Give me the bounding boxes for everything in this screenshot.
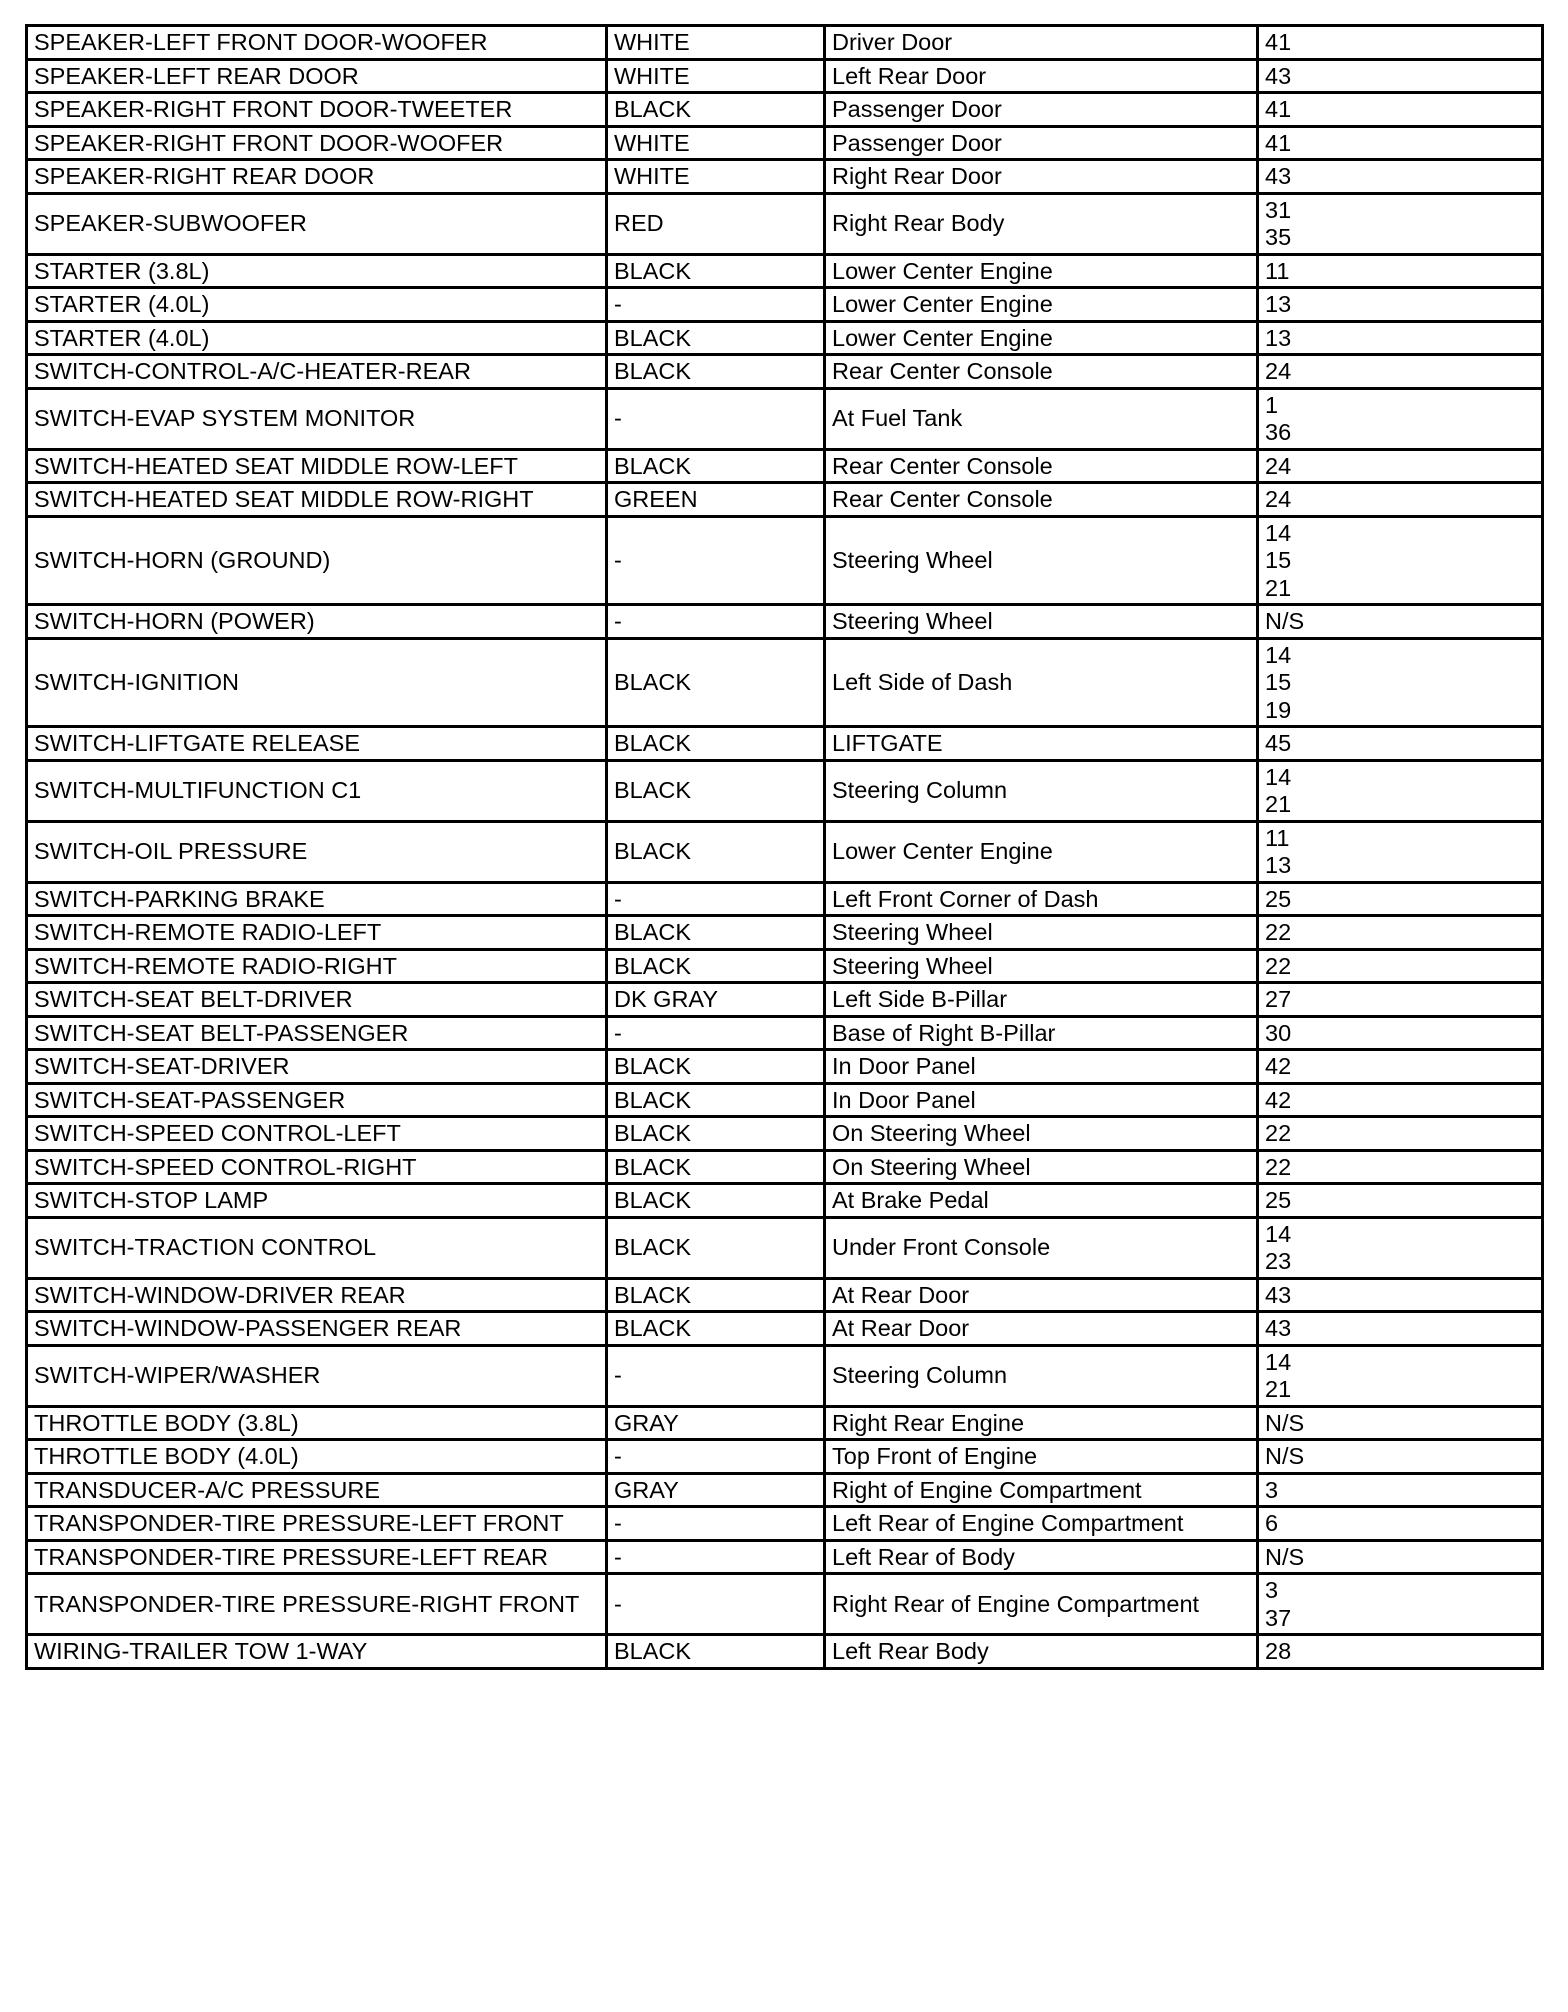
connector-location-cell: Left Side B-Pillar (825, 983, 1258, 1017)
connector-color-cell: BLACK (607, 1278, 825, 1312)
connector-location-cell: Steering Wheel (825, 516, 1258, 605)
connector-location-cell: Top Front of Engine (825, 1440, 1258, 1474)
figure-number-cell: 22 (1258, 949, 1543, 983)
connector-color-cell: BLACK (607, 760, 825, 821)
figure-number-cell: 24 (1258, 449, 1543, 483)
connector-name-cell: SWITCH-CONTROL-A/C-HEATER-REAR (27, 355, 607, 389)
connector-color-cell: - (607, 288, 825, 322)
connector-color-cell: - (607, 1540, 825, 1574)
figure-number-cell: 41 (1258, 26, 1543, 60)
connector-name-cell: TRANSDUCER-A/C PRESSURE (27, 1473, 607, 1507)
figure-number-cell: 13 (1258, 288, 1543, 322)
table-row (27, 1312, 1543, 1346)
figure-number-cell: 14 15 19 (1258, 638, 1543, 727)
figure-number-cell: 11 13 (1258, 821, 1543, 882)
figure-number-cell: 11 (1258, 254, 1543, 288)
connector-location-cell: Passenger Door (825, 126, 1258, 160)
connector-name-cell: SWITCH-SPEED CONTROL-LEFT (27, 1117, 607, 1151)
figure-number-cell: 45 (1258, 727, 1543, 761)
connector-color-cell: BLACK (607, 93, 825, 127)
connector-location-cell: Left Side of Dash (825, 638, 1258, 727)
connector-color-cell: - (607, 516, 825, 605)
figure-number-cell: 43 (1258, 160, 1543, 194)
connector-location-cell: At Rear Door (825, 1278, 1258, 1312)
connector-location-cell: Left Rear Door (825, 59, 1258, 93)
connector-name-cell: SWITCH-SEAT-DRIVER (27, 1050, 607, 1084)
connector-location-cell: On Steering Wheel (825, 1117, 1258, 1151)
table-row (27, 160, 1543, 194)
connector-name-cell: SPEAKER-RIGHT REAR DOOR (27, 160, 607, 194)
connector-name-cell: STARTER (4.0L) (27, 321, 607, 355)
connector-color-cell: - (607, 1574, 825, 1635)
connector-name-cell: SPEAKER-RIGHT FRONT DOOR-TWEETER (27, 93, 607, 127)
table-row (27, 983, 1543, 1017)
connector-location-cell: Lower Center Engine (825, 821, 1258, 882)
connector-location-cell: Left Rear Body (825, 1635, 1258, 1669)
figure-number-cell: 27 (1258, 983, 1543, 1017)
connector-name-cell: SPEAKER-LEFT FRONT DOOR-WOOFER (27, 26, 607, 60)
connector-color-cell: BLACK (607, 1150, 825, 1184)
table-row (27, 355, 1543, 389)
connector-name-cell: SWITCH-MULTIFUNCTION C1 (27, 760, 607, 821)
connector-location-cell: Steering Column (825, 760, 1258, 821)
table-row (27, 882, 1543, 916)
connector-location-cell: Steering Wheel (825, 949, 1258, 983)
table-row (27, 760, 1543, 821)
connector-color-cell: BLACK (607, 1217, 825, 1278)
connector-color-cell: - (607, 605, 825, 639)
figure-number-cell: 24 (1258, 355, 1543, 389)
connector-location-cell: Right Rear of Engine Compartment (825, 1574, 1258, 1635)
table-row (27, 1574, 1543, 1635)
connector-location-cell: Rear Center Console (825, 483, 1258, 517)
figure-number-cell: 43 (1258, 1278, 1543, 1312)
table-row (27, 93, 1543, 127)
connector-color-cell: BLACK (607, 821, 825, 882)
connector-color-cell: - (607, 1440, 825, 1474)
connector-color-cell: WHITE (607, 126, 825, 160)
connector-name-cell: THROTTLE BODY (3.8L) (27, 1406, 607, 1440)
table-row (27, 126, 1543, 160)
figure-number-cell: 31 35 (1258, 193, 1543, 254)
table-row (27, 1635, 1543, 1669)
figure-number-cell: 25 (1258, 882, 1543, 916)
connector-color-cell: BLACK (607, 1184, 825, 1218)
table-row (27, 1150, 1543, 1184)
connector-name-cell: SWITCH-TRACTION CONTROL (27, 1217, 607, 1278)
connector-location-cell: Lower Center Engine (825, 321, 1258, 355)
connector-name-cell: SWITCH-SEAT-PASSENGER (27, 1083, 607, 1117)
table-row (27, 1540, 1543, 1574)
connector-color-cell: BLACK (607, 321, 825, 355)
table-row (27, 949, 1543, 983)
figure-number-cell: 42 (1258, 1083, 1543, 1117)
figure-number-cell: N/S (1258, 1440, 1543, 1474)
connector-location-cell: In Door Panel (825, 1083, 1258, 1117)
table-row (27, 1083, 1543, 1117)
connector-color-cell: RED (607, 193, 825, 254)
connector-location-cell: Left Rear of Engine Compartment (825, 1507, 1258, 1541)
connector-name-cell: SWITCH-WINDOW-PASSENGER REAR (27, 1312, 607, 1346)
figure-number-cell: 41 (1258, 93, 1543, 127)
connector-name-cell: STARTER (3.8L) (27, 254, 607, 288)
table-row (27, 1217, 1543, 1278)
table-row (27, 1278, 1543, 1312)
figure-number-cell: 24 (1258, 483, 1543, 517)
table-row (27, 1473, 1543, 1507)
figure-number-cell: 3 37 (1258, 1574, 1543, 1635)
connector-color-cell: DK GRAY (607, 983, 825, 1017)
figure-number-cell: 30 (1258, 1016, 1543, 1050)
connector-color-cell: - (607, 1016, 825, 1050)
connector-location-cell: Steering Column (825, 1345, 1258, 1406)
table-row (27, 1016, 1543, 1050)
connector-location-cell: Right Rear Engine (825, 1406, 1258, 1440)
connector-color-cell: - (607, 1345, 825, 1406)
connector-location-cell: At Fuel Tank (825, 388, 1258, 449)
connector-name-cell: SWITCH-LIFTGATE RELEASE (27, 727, 607, 761)
figure-number-cell: 14 21 (1258, 1345, 1543, 1406)
connector-location-cell: Driver Door (825, 26, 1258, 60)
figure-number-cell: 43 (1258, 1312, 1543, 1346)
table-row (27, 1117, 1543, 1151)
connector-location-cell: Steering Wheel (825, 605, 1258, 639)
figure-number-cell: 3 (1258, 1473, 1543, 1507)
table-row (27, 1345, 1543, 1406)
connector-name-cell: SPEAKER-SUBWOOFER (27, 193, 607, 254)
connector-location-cell: Base of Right B-Pillar (825, 1016, 1258, 1050)
figure-number-cell: 28 (1258, 1635, 1543, 1669)
connector-location-cell: Right Rear Body (825, 193, 1258, 254)
connector-color-cell: - (607, 882, 825, 916)
table-row (27, 516, 1543, 605)
connector-location-cell: On Steering Wheel (825, 1150, 1258, 1184)
table-row (27, 1050, 1543, 1084)
figure-number-cell: 41 (1258, 126, 1543, 160)
figure-number-cell: 42 (1258, 1050, 1543, 1084)
connector-name-cell: SWITCH-PARKING BRAKE (27, 882, 607, 916)
connector-color-cell: BLACK (607, 1312, 825, 1346)
connector-color-cell: - (607, 388, 825, 449)
connector-color-cell: WHITE (607, 160, 825, 194)
connector-color-cell: WHITE (607, 59, 825, 93)
connector-color-cell: BLACK (607, 449, 825, 483)
connector-name-cell: SWITCH-SPEED CONTROL-RIGHT (27, 1150, 607, 1184)
connector-location-cell: Lower Center Engine (825, 254, 1258, 288)
figure-number-cell: 1 36 (1258, 388, 1543, 449)
connector-location-cell: Under Front Console (825, 1217, 1258, 1278)
connector-location-cell: Left Front Corner of Dash (825, 882, 1258, 916)
figure-number-cell: 25 (1258, 1184, 1543, 1218)
connector-name-cell: SWITCH-HORN (POWER) (27, 605, 607, 639)
connector-location-cell: Steering Wheel (825, 916, 1258, 950)
connector-color-cell: BLACK (607, 638, 825, 727)
connector-location-cell: Right Rear Door (825, 160, 1258, 194)
figure-number-cell: 6 (1258, 1507, 1543, 1541)
connector-color-cell: GRAY (607, 1473, 825, 1507)
connector-name-cell: SWITCH-OIL PRESSURE (27, 821, 607, 882)
connector-location-cell: Right of Engine Compartment (825, 1473, 1258, 1507)
connector-name-cell: SWITCH-REMOTE RADIO-RIGHT (27, 949, 607, 983)
connector-name-cell: SWITCH-HORN (GROUND) (27, 516, 607, 605)
connector-location-cell: In Door Panel (825, 1050, 1258, 1084)
table-row (27, 193, 1543, 254)
figure-number-cell: 14 21 (1258, 760, 1543, 821)
connector-color-cell: BLACK (607, 254, 825, 288)
table-body (27, 26, 1543, 1669)
table-row (27, 1184, 1543, 1218)
table-row (27, 59, 1543, 93)
connector-name-cell: SWITCH-WIPER/WASHER (27, 1345, 607, 1406)
connector-name-cell: WIRING-TRAILER TOW 1-WAY (27, 1635, 607, 1669)
table-row (27, 916, 1543, 950)
connector-name-cell: SWITCH-EVAP SYSTEM MONITOR (27, 388, 607, 449)
connector-name-cell: SPEAKER-RIGHT FRONT DOOR-WOOFER (27, 126, 607, 160)
connector-name-cell: TRANSPONDER-TIRE PRESSURE-LEFT FRONT (27, 1507, 607, 1541)
connector-name-cell: STARTER (4.0L) (27, 288, 607, 322)
figure-number-cell: 43 (1258, 59, 1543, 93)
connector-color-cell: BLACK (607, 916, 825, 950)
connector-location-cell: LIFTGATE (825, 727, 1258, 761)
connector-name-cell: SWITCH-HEATED SEAT MIDDLE ROW-RIGHT (27, 483, 607, 517)
table-row (27, 1507, 1543, 1541)
table-row (27, 321, 1543, 355)
connector-name-cell: SWITCH-STOP LAMP (27, 1184, 607, 1218)
figure-number-cell: 14 15 21 (1258, 516, 1543, 605)
figure-number-cell: 13 (1258, 321, 1543, 355)
connector-name-cell: SWITCH-SEAT BELT-DRIVER (27, 983, 607, 1017)
connector-location-cell: Lower Center Engine (825, 288, 1258, 322)
table-row (27, 1406, 1543, 1440)
connector-name-cell: TRANSPONDER-TIRE PRESSURE-RIGHT FRONT (27, 1574, 607, 1635)
figure-number-cell: N/S (1258, 605, 1543, 639)
table-row (27, 483, 1543, 517)
document-page (25, 24, 1541, 1670)
connector-name-cell: SWITCH-SEAT BELT-PASSENGER (27, 1016, 607, 1050)
connector-location-cell: At Brake Pedal (825, 1184, 1258, 1218)
table-row (27, 638, 1543, 727)
figure-number-cell: 22 (1258, 1117, 1543, 1151)
connector-location-cell: Passenger Door (825, 93, 1258, 127)
connector-color-cell: BLACK (607, 1083, 825, 1117)
connector-location-cell: At Rear Door (825, 1312, 1258, 1346)
connector-color-cell: GRAY (607, 1406, 825, 1440)
connector-name-cell: SWITCH-HEATED SEAT MIDDLE ROW-LEFT (27, 449, 607, 483)
connector-color-cell: BLACK (607, 355, 825, 389)
table-row (27, 605, 1543, 639)
connector-color-cell: GREEN (607, 483, 825, 517)
table-row (27, 727, 1543, 761)
connector-location-cell: Rear Center Console (825, 449, 1258, 483)
figure-number-cell: 22 (1258, 1150, 1543, 1184)
connector-color-cell: - (607, 1507, 825, 1541)
table-row (27, 288, 1543, 322)
connector-name-cell: SWITCH-WINDOW-DRIVER REAR (27, 1278, 607, 1312)
connector-color-cell: BLACK (607, 1050, 825, 1084)
connector-name-cell: THROTTLE BODY (4.0L) (27, 1440, 607, 1474)
table-row (27, 254, 1543, 288)
connector-color-cell: BLACK (607, 949, 825, 983)
table-row (27, 821, 1543, 882)
table-row (27, 449, 1543, 483)
connector-location-table (25, 24, 1544, 1670)
table-row (27, 1440, 1543, 1474)
table-row (27, 388, 1543, 449)
connector-name-cell: SWITCH-IGNITION (27, 638, 607, 727)
connector-color-cell: WHITE (607, 26, 825, 60)
connector-location-cell: Left Rear of Body (825, 1540, 1258, 1574)
figure-number-cell: N/S (1258, 1406, 1543, 1440)
figure-number-cell: N/S (1258, 1540, 1543, 1574)
connector-name-cell: SPEAKER-LEFT REAR DOOR (27, 59, 607, 93)
figure-number-cell: 22 (1258, 916, 1543, 950)
connector-color-cell: BLACK (607, 727, 825, 761)
table-row (27, 26, 1543, 60)
connector-color-cell: BLACK (607, 1117, 825, 1151)
connector-location-cell: Rear Center Console (825, 355, 1258, 389)
connector-name-cell: SWITCH-REMOTE RADIO-LEFT (27, 916, 607, 950)
connector-name-cell: TRANSPONDER-TIRE PRESSURE-LEFT REAR (27, 1540, 607, 1574)
connector-color-cell: BLACK (607, 1635, 825, 1669)
figure-number-cell: 14 23 (1258, 1217, 1543, 1278)
